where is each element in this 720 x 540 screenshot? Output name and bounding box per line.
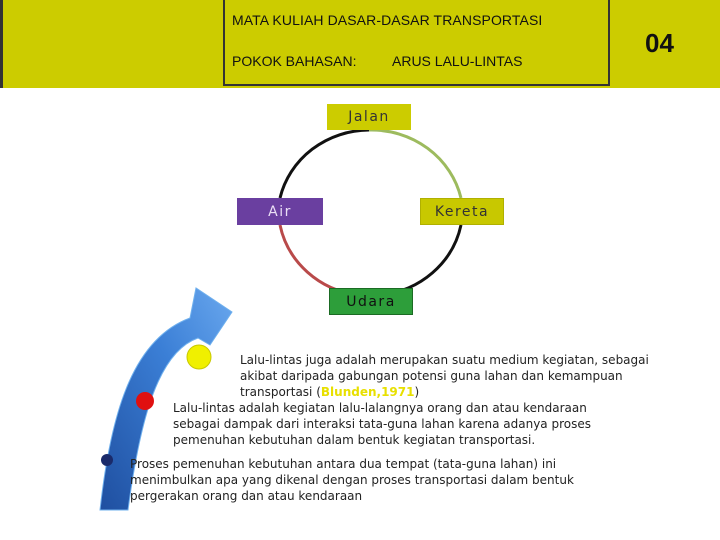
topic-value: ARUS LALU-LINTAS xyxy=(392,53,523,69)
paragraph-1-end: ) xyxy=(414,385,420,399)
node-jalan: Jalan xyxy=(327,104,411,130)
node-air: Air xyxy=(237,198,323,225)
arc-kereta-udara xyxy=(380,225,461,295)
citation-blunden: Blunden,1971 xyxy=(320,385,415,399)
topic-label: POKOK BAHASAN: xyxy=(232,53,357,69)
arc-udara-air xyxy=(280,225,358,295)
course-title: MATA KULIAH DASAR-DASAR TRANSPORTASI xyxy=(232,12,543,28)
paragraph-1-text: Lalu-lintas juga adalah merupakan suatu medium kegiatan, sebagai akibat daripada gabungan potensi guna lahan dan kemampuan transportasi ( xyxy=(240,353,649,399)
paragraph-proses-transportasi: Proses pemenuhan kebutuhan antara dua tempat (tata-guna lahan) ini menimbulkan apa yang dikenal dengan proses transportasi dalam bentuk pergerakan orang dan atau kendaraan xyxy=(130,457,574,503)
arc-jalan-kereta xyxy=(369,130,461,198)
node-kereta: Kereta xyxy=(420,198,504,225)
arc-air-jalan xyxy=(280,130,369,198)
node-udara: Udara xyxy=(329,288,413,315)
bullet-navy-icon xyxy=(101,454,113,466)
bullet-yellow-icon xyxy=(187,345,211,369)
bullet-red-icon xyxy=(136,392,154,410)
slide-number: 04 xyxy=(645,28,674,58)
paragraph-medium-kegiatan xyxy=(240,352,680,400)
paragraph-definisi-lalu-lintas: Lalu-lintas adalah kegiatan lalu-lalangnya orang dan atau kendaraan sebagai dampak dari interaksi tata-guna lahan karena adanya proses pemenuhan kebutuhan dalam bentuk kegiatan transportasi. xyxy=(173,401,591,447)
